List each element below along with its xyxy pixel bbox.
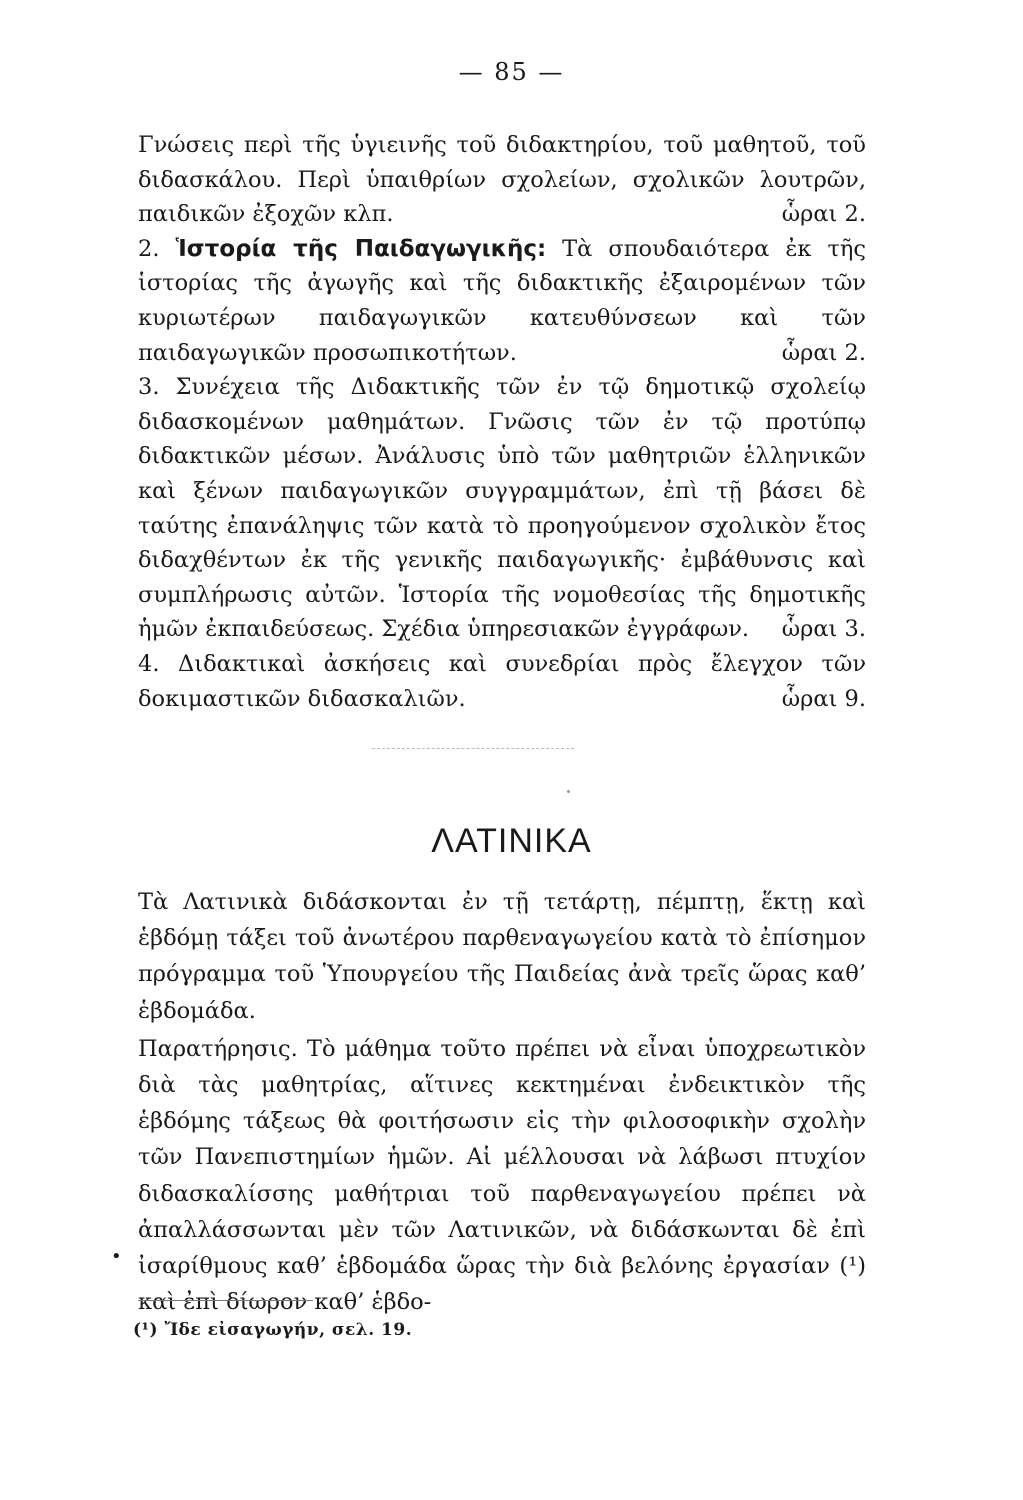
item-1-text: Γνώσεις περὶ τῆς ὑγιεινῆς τοῦ διδακτηρίου, τοῦ μαθητοῦ, τοῦ διδασκάλου. Περὶ ὑπαιθρίων σχολείων, σχολικῶν λουτρῶν, παιδικῶν ἐξοχῶν κλπ. (138, 132, 866, 228)
item-2-title: Ἱστορία τῆς Παιδαγωγικῆς: (175, 235, 547, 262)
page-number: — 85 — (458, 58, 565, 86)
footnote-rule (138, 1300, 313, 1301)
latin-paragraph-2: Παρατήρησις. Τὸ μάθημα τοῦτο πρέπει νὰ εἶναι ὑποχρεωτικὸν διὰ τὰς μαθητρίας, αἵτινες κεκτημέναι ἐνδεικτικὸν τῆς ἑβδόμης τάξεως θὰ φοιτήσωσιν εἰς τὴν φιλοσοφικὴν σχολὴν τῶν Πανεπιστημίων ἡμῶν. Αἱ μέλλουσαι νὰ λάβωσι πτυχίον διδασκαλίσσης μαθήτριαι τοῦ παρθεναγωγείου πρέπει νὰ ἀπαλλάσσωνται μὲν τῶν Λατινικῶν, νὰ διδάσκωνται δὲ ἐπὶ ἰσαρίθμους καθ’ ἑβδομάδα ὥρας τὴν διὰ βελόνης ἐργασίαν (¹) καὶ ἐπὶ δίωρον καθ’ ἑβδο- (138, 1035, 866, 1316)
item-2-number: 2. (138, 235, 160, 262)
ink-dot (567, 790, 570, 793)
item-3-hours: ὧραι 3. (781, 616, 866, 643)
latin-section (138, 884, 866, 1320)
item-1 (138, 128, 866, 232)
section-title-latin: ΛΑΤΙΝΙΚΑ (431, 822, 592, 860)
item-2-text: Τὰ σπουδαιότερα ἐκ τῆς ἱστορίας τῆς ἀγωγῆς καὶ τῆς διδακτικῆς ἐξαιρομένων τῶν κυριωτέρων παιδαγωγικῶν κατευθύνσεων καὶ τῶν παιδαγωγικῶν προσωπικοτήτων. (138, 235, 867, 366)
margin-mark: • (111, 1246, 122, 1267)
item-3-text: 3. Συνέχεια τῆς Διδακτικῆς τῶν ἐν τῷ δημοτικῷ σχολείῳ διδασκομένων μαθημάτων. Γνῶσις τῶν ἐν τῷ προτύπῳ διδακτικῶν μέσων. Ἀνάλυσις ὑπὸ τῶν μαθητριῶν ἑλληνικῶν καὶ ξένων παιδαγωγικῶν συγγραμμάτων, ἐπὶ τῇ βάσει δὲ ταύτης ἐπανάληψις τῶν κατὰ τὸ προηγούμενον σχολικὸν ἔτος διδαχθέντων ἐκ τῆς γενικῆς παιδαγωγικῆς· ἐμβάθυνσις καὶ συμπλήρωσις αὐτῶν. Ἱστορία τῆς νομοθεσίας τῆς δημοτικῆς ἡμῶν ἐκπαιδεύσεως. Σχέδια ὑπηρεσιακῶν ἐγγράφων. (138, 374, 866, 643)
item-4-text: 4. Διδακτικαὶ ἀσκήσεις καὶ συνεδρίαι πρὸς ἔλεγχον τῶν δοκιμαστικῶν διδασκαλιῶν. (138, 650, 866, 712)
footnote: (¹) Ἴδε εἰσαγωγήν, σελ. 19. (133, 1320, 413, 1340)
pedagogy-section (138, 128, 866, 716)
item-4 (138, 647, 866, 716)
item-2-hours: ὧραι 2. (781, 339, 866, 366)
latin-paragraph-1: Τὰ Λατινικὰ διδάσκονται ἐν τῇ τετάρτῃ, πέμπτῃ, ἕκτῃ καὶ ἑβδόμῃ τάξει τοῦ ἀνωτέρου παρθεναγωγείου κατὰ τὸ ἐπίσημον πρόγραμμα τοῦ Ὑπουργείου τῆς Παιδείας ἀνὰ τρεῖς ὥρας καθ’ ἑβδομάδα. (138, 889, 866, 1024)
item-4-hours: ὧραι 9. (781, 685, 866, 712)
section-divider (372, 748, 574, 749)
item-3 (138, 370, 866, 647)
item-2 (138, 232, 866, 370)
item-1-hours: ὧραι 2. (781, 201, 866, 228)
